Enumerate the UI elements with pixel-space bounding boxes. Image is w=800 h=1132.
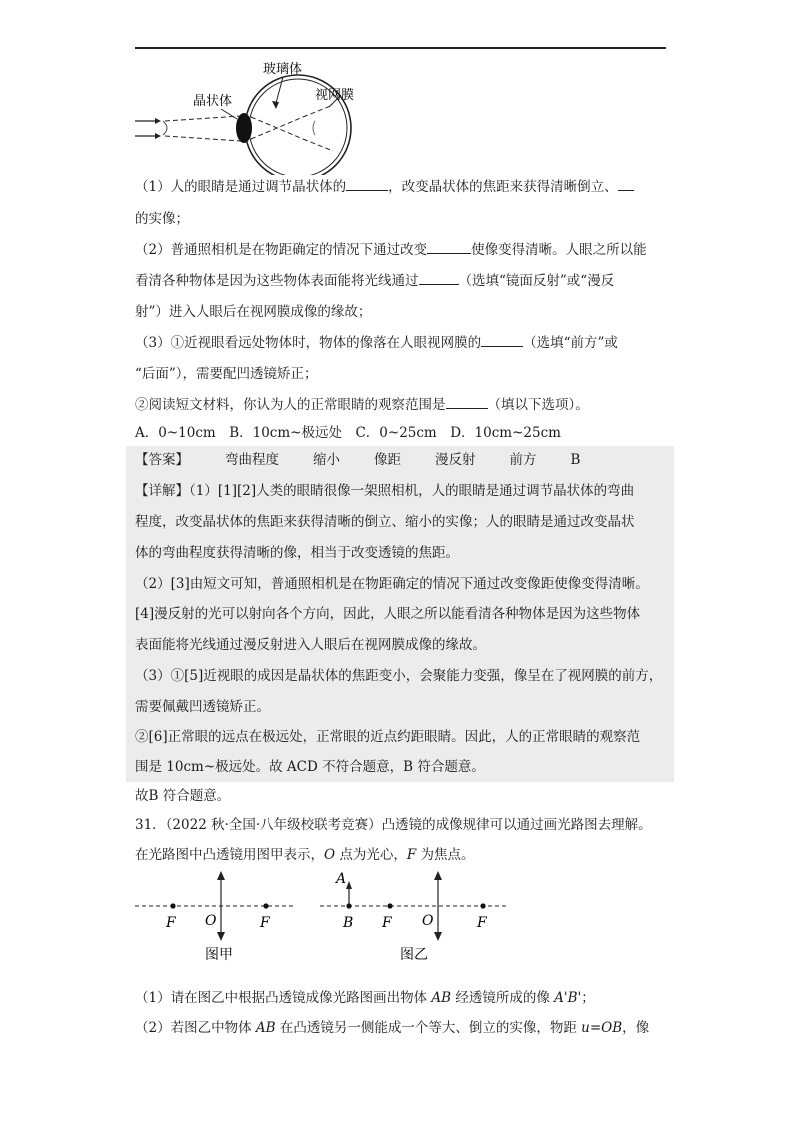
detail-line-4: （2）[3]由短文可知，普通照相机是在物距确定的情况下通过改变像距使像变得清晰。 [135, 576, 649, 592]
focus-right-dot [480, 903, 485, 908]
focus-right-dot [263, 903, 268, 908]
caption-jia: 图甲 [205, 947, 233, 963]
detail-line-10: 围是 10cm~极远处。故 ACD 不符合题意，B 符合题意。 [135, 759, 485, 775]
q31-line-2: 在光路图中凸透镜用图甲表示，O 点为光心，F 为焦点。 [135, 847, 475, 863]
answer-line [135, 450, 580, 470]
detail-line-5: [4]漫反射的光可以射向各个方向，因此，人眼之所以能看清各种物体是因为这些物体 [135, 606, 641, 622]
focus-left-dot [387, 903, 392, 908]
focus-left-dot [170, 903, 175, 908]
sub-question-2: （2）若图乙中物体 AB 在凸透镜另一侧能成一个等大、倒立的实像，物距 u=OB，像 [135, 1020, 650, 1036]
detail-line-2: 程度，改变晶状体的焦距来获得清晰的倒立、缩小的实像；人的眼睛是通过改变晶状 [135, 514, 635, 530]
eye-diagram [133, 55, 383, 175]
lens-shape [236, 113, 252, 143]
question-line-4: 看清各种物体是因为这些物体表面能将光线通过 （选填“镜面反射”或“漫反 [135, 273, 615, 289]
label-a: A [336, 871, 347, 887]
label-vitreous: 玻璃体 [263, 62, 303, 77]
q31-line-1: 31．（2022 秋·全国·八年级校联考竞赛）凸透镜的成像规律可以通过画光路图去理解。 [135, 817, 652, 833]
figure-jia [133, 865, 298, 965]
question-line-1: （1）人的眼睛是通过调节晶状体的 ，改变晶状体的焦距来获得清晰倒立、 [135, 177, 634, 197]
question-line-2: 的实像； [135, 211, 189, 227]
label-lens: 晶状体 [193, 94, 233, 109]
caption-yi: 图乙 [400, 947, 428, 963]
detail-line-8: 需要佩戴凹透镜矫正。 [135, 699, 270, 715]
question-line-5: 射”）进入人眼后在视网膜成像的缘故； [135, 304, 372, 320]
figure-yi [318, 865, 513, 965]
detail-line-3: 体的弯曲程度获得清晰的像，相当于改变透镜的焦距。 [135, 545, 459, 561]
point-b-dot [346, 903, 351, 908]
label-o: O [422, 913, 434, 929]
question-line-7: “后面”），需要配凹透镜矫正； [135, 366, 318, 382]
label-f-left: F [382, 915, 392, 931]
options-line: A．0~10cm B．10cm~极远处 C．0~25cm D．10cm~25cm [135, 425, 561, 441]
top-rule [135, 47, 666, 49]
question-line-8: ②阅读短文材料，你认为人的正常眼睛的观察范围是 （填以下选项）。 [135, 397, 589, 413]
answer-2: 缩小 [313, 452, 340, 468]
answer-6: B [570, 452, 581, 468]
detail-line-7: （3）①[5]近视眼的成因是晶状体的焦距变小，会聚能力变强，像呈在了视网膜的前方， [135, 668, 663, 684]
detail-line-11: 故B 符合题意。 [135, 788, 231, 804]
detail-line-1: 【详解】（1）[1][2]人类的眼睛很像一架照相机，人的眼睛是通过调节晶状体的弯曲 [135, 483, 635, 499]
answer-1: 弯曲程度 [225, 452, 279, 468]
detail-line-9: ②[6]正常眼的远点在极远处，正常眼的近点约距眼睛。因此，人的正常眼睛的观察范 [135, 729, 641, 745]
label-f-right: F [477, 915, 487, 931]
label-b: B [343, 915, 354, 931]
label-f-right: F [260, 915, 270, 931]
answer-4: 漫反射 [435, 452, 476, 468]
answer-3: 像距 [374, 452, 401, 468]
sub-question-1: （1）请在图乙中根据凸透镜成像光路图画出物体 AB 经透镜所成的像 A'B'； [135, 990, 595, 1006]
answer-5: 前方 [509, 452, 537, 468]
label-retina: 视网膜 [315, 88, 355, 103]
question-line-6: （3）①近视眼看远处物体时，物体的像落在人眼视网膜的 （选填“前方”或 [135, 335, 618, 351]
answer-label: 【答案】 [135, 452, 189, 468]
label-o: O [205, 913, 217, 929]
label-f-left: F [166, 915, 176, 931]
question-line-3: （2）普通照相机是在物距确定的情况下通过改变 使像变得清晰。人眼之所以能 [135, 242, 647, 258]
detail-line-6: 表面能将光线通过漫反射进入人眼后在视网膜成像的缘故。 [135, 637, 486, 653]
